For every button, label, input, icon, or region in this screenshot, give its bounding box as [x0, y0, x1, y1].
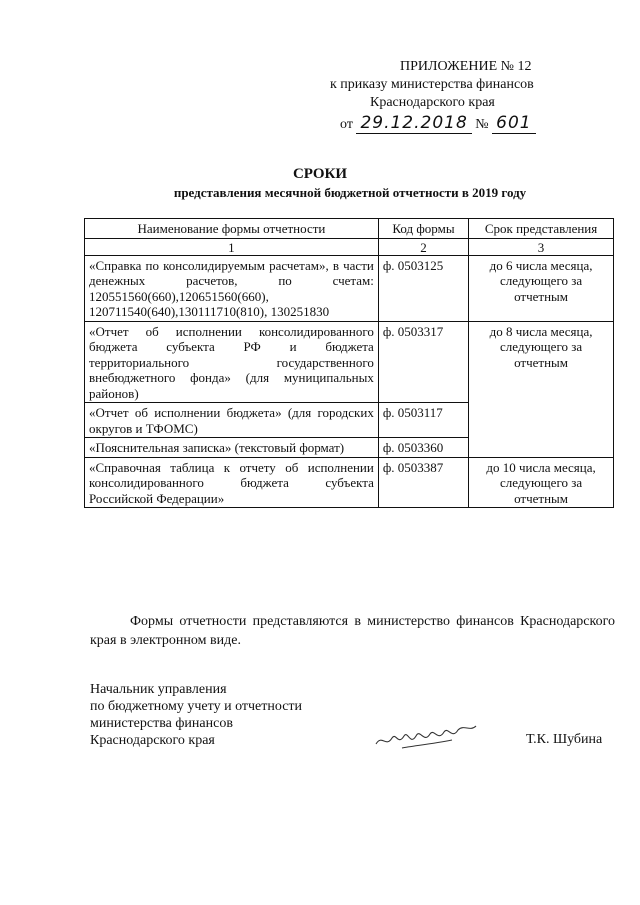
- form-name: «Пояснительная записка» (текстовый формат): [85, 438, 379, 458]
- appendix-order-ref: к приказу министерства финансов: [330, 77, 534, 92]
- signatory-title: [90, 681, 302, 749]
- header-form-name: Наименование формы отчетности: [85, 219, 379, 239]
- appendix-number: ПРИЛОЖЕНИЕ № 12: [400, 59, 532, 74]
- document-subtitle: представления месячной бюджетной отчетности в 2019 году: [173, 185, 527, 200]
- signatory-name: Т.К. Шубина: [526, 732, 603, 747]
- handwritten-date: 29.12.2018: [356, 113, 471, 134]
- form-code: ф. 0503117: [378, 403, 468, 438]
- table-row: [85, 255, 614, 321]
- signatory-title-line: по бюджетному учету и отчетности: [90, 699, 303, 714]
- form-code: ф. 0503387: [378, 457, 468, 508]
- handwritten-signature: [372, 720, 482, 754]
- deadline: до 6 числа месяца, следующего за отчетным: [469, 255, 614, 321]
- document-title: СРОКИ: [292, 166, 348, 182]
- signatory-title-line: Начальник управления: [90, 682, 227, 697]
- column-number: 2: [378, 238, 468, 255]
- deadline: до 8 числа месяца, следующего за отчетным: [469, 321, 614, 457]
- handwritten-number: 601: [492, 113, 535, 134]
- table-row: [85, 457, 614, 508]
- deadline: до 10 числа месяца, следующего за отчетным: [469, 457, 614, 508]
- column-number: 1: [85, 238, 379, 255]
- header-form-code: Код формы: [378, 219, 468, 239]
- form-code: ф. 0503317: [378, 321, 468, 403]
- form-name: «Отчет об исполнении бюджета» (для городских округов и ТФОМС): [85, 403, 379, 438]
- form-code: ф. 0503125: [378, 255, 468, 321]
- date-prefix: от: [340, 117, 353, 132]
- form-name: «Справочная таблица к отчету об исполнении консолидированного бюджета субъекта Российской Федерации»: [85, 457, 379, 508]
- submission-note: Формы отчетности представляются в министерство финансов Краснодарского края в электронном виде.: [90, 614, 615, 648]
- form-name: «Отчет об исполнении консолидированного бюджета субъекта РФ и бюджета территориального государственного внебюджетного фонда» (для муниципальных районов): [85, 321, 379, 403]
- table-header-row: [85, 219, 614, 239]
- form-name: «Справка по консолидируемым расчетам», в части денежных расчетов, по счетам: 120551560(660),120651560(660), 120711540(640),130111710(810), 130251830: [85, 255, 379, 321]
- appendix-date-line: [330, 114, 580, 134]
- signatory-title-line: Краснодарского края: [90, 733, 215, 748]
- table-number-row: [85, 238, 614, 255]
- table-row: [85, 321, 614, 403]
- appendix-region: Краснодарского края: [370, 95, 495, 110]
- form-code: ф. 0503360: [378, 438, 468, 458]
- signatory-title-line: министерства финансов: [90, 716, 233, 731]
- header-deadline: Срок представления: [469, 219, 614, 239]
- appendix-header: [330, 58, 580, 134]
- column-number: 3: [469, 238, 614, 255]
- deadlines-table: [84, 218, 614, 508]
- number-prefix: №: [475, 117, 489, 132]
